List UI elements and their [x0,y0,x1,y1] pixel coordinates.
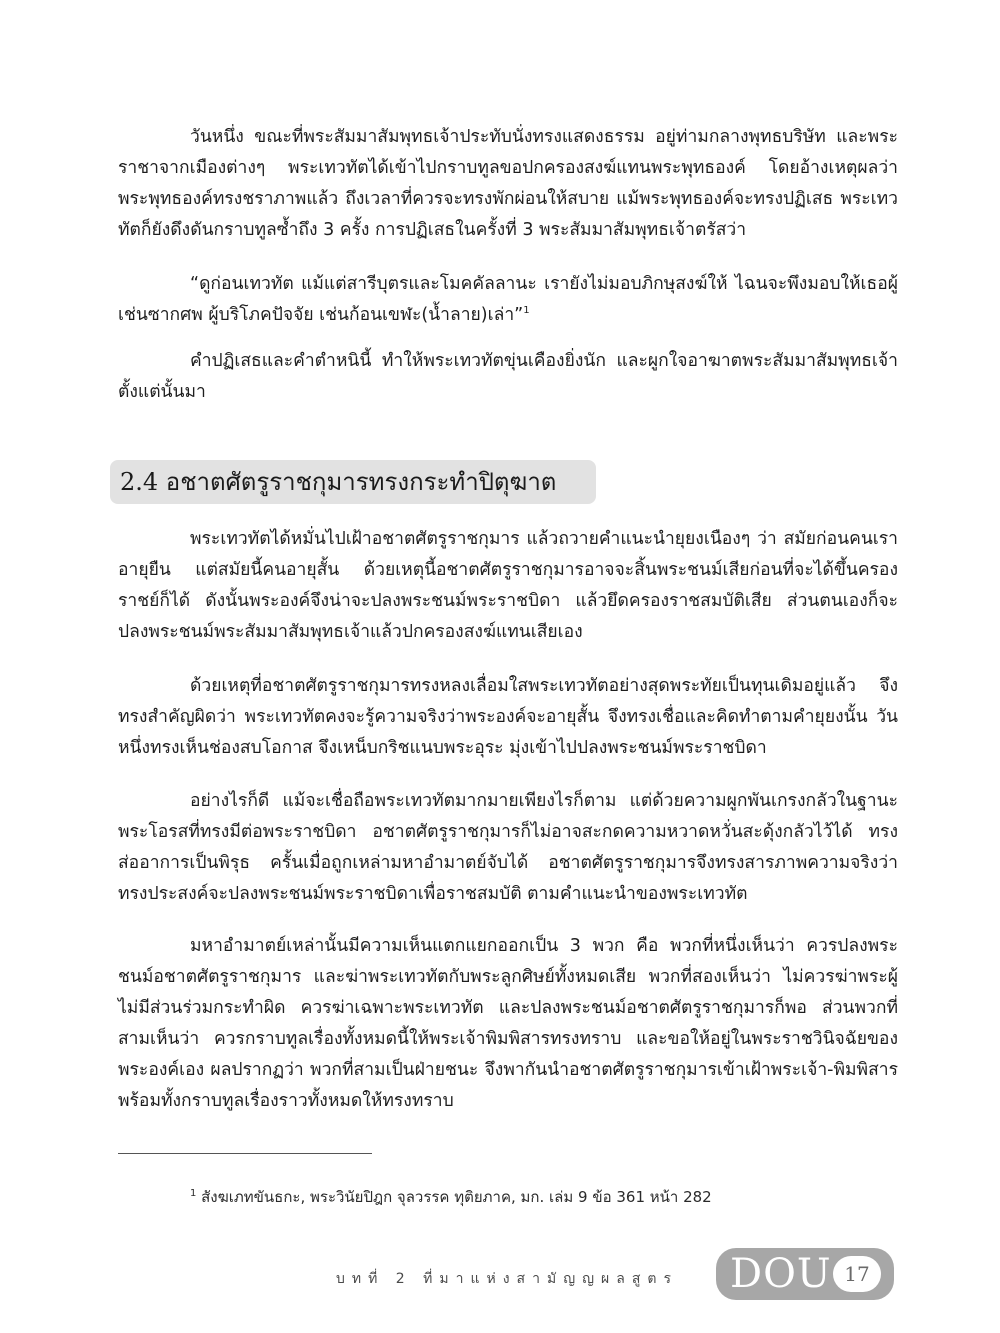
footnote [190,1186,712,1208]
section-paragraph-4: มหาอำมาตย์เหล่านั้นมีความเห็นแตกแยกออกเป็น 3 พวก คือ พวกที่หนึ่งเห็นว่า ควรปลงพระชนม์อชาตศัตรูราชกุมาร และฆ่าพระเทวทัตกับพระลูกศิษย์ทั้งหมดเสีย พวกที่สองเห็นว่า ไม่ควรฆ่าพระผู้ไม่มีส่วนร่วมกระทำผิด ควรฆ่าเฉพาะพระเทวทัต และปลงพระชนม์อชาตศัตรูราชกุมารก็พอ ส่วนพวกที่สามเห็นว่า ควรกราบทูลเรื่องทั้งหมดนี้ให้พระเจ้าพิมพิสารทรงทราบ และขอให้อยู่ในพระราชวินิจฉัยของพระองค์เอง ผลปรากฏว่า พวกที่สามเป็นฝ่ายชนะ จึงพากันนำอชาตศัตรูราชกุมารเข้าเฝ้าพระเจ้า-พิมพิสาร พร้อมทั้งกราบทูลเรื่องราวทั้งหมดให้ทรงทราบ [118,936,898,1111]
quote-text: “ดูก่อนเทวทัต แม้แต่สารีบุตรและโมคคัลลานะ เรายังไม่มอบภิกษุสงฆ์ให้ ไฉนจะพึงมอบให้เธอผู้เช่นซากศพ ผู้บริโภคปัจจัย เช่นก้อนเขฬะ(น้ำลาย)เล่า” [118,274,898,325]
footnote-text: สังฆเภทขันธกะ, พระวินัยปิฎก จุลวรรค ทุติยภาค, มก. เล่ม 9 ข้อ 361 หน้า 282 [201,1188,712,1206]
page-number: 17 [844,1262,870,1286]
dou-logo-text: DOU [730,1251,832,1297]
footnote-divider [118,1153,372,1154]
section-paragraph-1: พระเทวทัตได้หมั่นไปเฝ้าอชาตศัตรูราชกุมาร แล้วถวายคำแนะนำยุยงเนืองๆ ว่า สมัยก่อนคนเราอายุยืน แต่สมัยนี้คนอายุสั้น ด้วยเหตุนี้อชาตศัตรูราชกุมารอาจจะสิ้นพระชนม์เสียก่อนที่จะได้ขึ้นครองราชย์ก็ได้ ดังนั้นพระองค์จึงน่าจะปลงพระชนม์พระราชบิดา แล้วยึดครองราชสมบัติเสีย ส่วนตนเองก็จะปลงพระชนม์พระสัมมาสัมพุทธเจ้าแล้วปกครองสงฆ์แทนเสียเอง [118,529,898,642]
footnote-ref: 1 [523,305,530,317]
paragraph-3: คำปฏิเสธและคำตำหนินี้ ทำให้พระเทวทัตขุ่นเคืองยิ่งนัก และผูกใจอาฆาตพระสัมมาสัมพุทธเจ้าตั้งแต่นั้นมา [118,351,898,402]
section-title: 2.4 อชาตศัตรูราชกุมารทรงกระทำปิตุฆาต [120,468,557,496]
section-paragraph-2: ด้วยเหตุที่อชาตศัตรูราชกุมารทรงหลงเลื่อมใสพระเทวทัตอย่างสุดพระทัยเป็นทุนเดิมอยู่แล้ว จึงทรงสำคัญผิดว่า พระเทวทัตคงจะรู้ความจริงว่าพระองค์จะอายุสั้น จึงทรงเชื่อและคิดทำตามคำยุยงนั้น วันหนึ่งทรงเห็นช่องสบโอกาส จึงเหน็บกริชแนบพระอุระ มุ่งเข้าไปปลงพระชนม์พระราชบิดา [118,676,898,758]
chapter-running-footer: บทที่ 2 ที่มาแห่งสามัญญผลสูตร [336,1271,678,1287]
footnote-number: 1 [190,1188,197,1199]
quote-paragraph [118,269,898,331]
section-paragraph-3: อย่างไรก็ดี แม้จะเชื่อถือพระเทวทัตมากมายเพียงไรก็ตาม แต่ด้วยความผูกพันเกรงกลัวในฐานะพระโอรสที่ทรงมีต่อพระราชบิดา อชาตศัตรูราชกุมารก็ไม่อาจสะกดความหวาดหวั่นสะดุ้งกลัวไว้ได้ ทรงส่ออาการเป็นพิรุธ ครั้นเมื่อถูกเหล่ามหาอำมาตย์จับได้ อชาตศัตรูราชกุมารจึงทรงสารภาพความจริงว่าทรงประสงค์จะปลงพระชนม์พระราชบิดาเพื่อราชสมบัติ ตามคำแนะนำของพระเทวทัต [118,791,898,904]
paragraph-1: วันหนึ่ง ขณะที่พระสัมมาสัมพุทธเจ้าประทับนั่งทรงแสดงธรรม อยู่ท่ามกลางพุทธบริษัท และพระราชาจากเมืองต่างๆ พระเทวทัตได้เข้าไปกราบทูลขอปกครองสงฆ์แทนพระพุทธองค์ โดยอ้างเหตุผลว่าพระพุทธองค์ทรงชราภาพแล้ว ถึงเวลาที่ควรจะทรงพักผ่อนให้สบาย แม้พระพุทธองค์จะทรงปฏิเสธ พระเทวทัตก็ยังดึงดันกราบทูลซ้ำถึง 3 ครั้ง การปฏิเสธในครั้งที่ 3 พระสัมมาสัมพุทธเจ้าตรัสว่า [118,127,898,240]
